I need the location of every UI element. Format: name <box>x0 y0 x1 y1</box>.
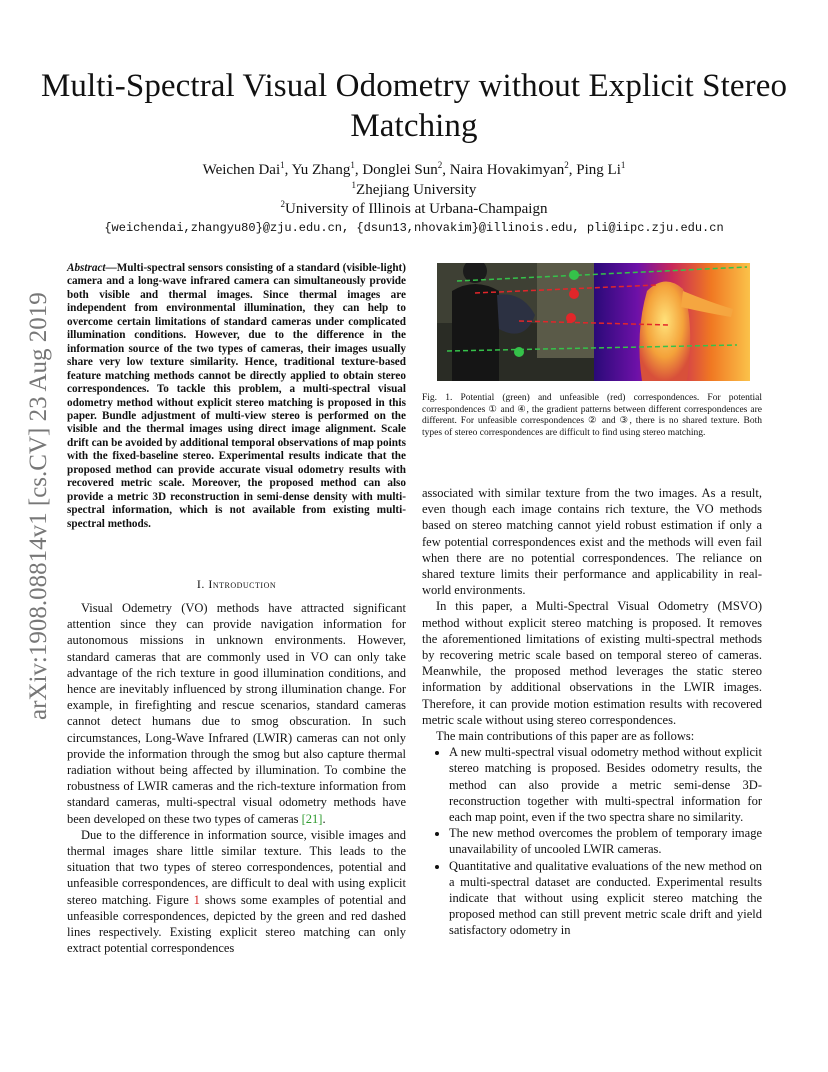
paper-title: Multi-Spectral Visual Odometry without Explicit Stereo Matching <box>40 68 788 144</box>
affiliation-mark: 1 <box>351 180 357 190</box>
person-silhouette <box>452 284 499 381</box>
author-name: Weichen Dai <box>202 162 281 178</box>
abstract-label: Abstract <box>67 262 106 274</box>
list-item: • A new multi-spectral visual odometry method without explicit stereo matching is proposed. Besides odometry results, the method can also provide a metric semi-dense 3D-reconstruction together with multi-spectral information for each map point, even if the two spectra share no similarity. <box>449 744 762 825</box>
paragraph: The main contributions of this paper are as follows: <box>436 729 695 744</box>
paragraph-text: shows some examples of potential and unfeasible correspondences, depicted by the green and red dashed lines respectively. Existing explicit stereo matching can only extract potential correspondences <box>67 892 407 956</box>
author-name: Yu Zhang <box>291 162 351 178</box>
affiliation-1 <box>40 180 788 200</box>
author-affiliation-mark: 2 <box>564 160 569 170</box>
contribution-list <box>422 744 762 938</box>
correspondence-marker-1 <box>569 270 579 280</box>
correspondence-marker-4 <box>514 347 524 357</box>
right-column-text <box>422 485 762 939</box>
author-affiliation-mark: 1 <box>350 160 355 170</box>
author-name: Ping Li <box>576 162 621 178</box>
author-name: Naira Hovakimyan <box>449 162 565 178</box>
abstract-text: —Multi-spectral sensors consisting of a standard (visible-light) camera and a long-wave infrared camera can simultaneously provide both visible and thermal images. Since thermal images are independent from environmental illumination, they can help to overcome certain limitations of standard cameras under complicated illumination conditions. However, due to the difference in the information source of the two types of cameras, their images usually share very low texture similarity. Hence, traditional texture-based feature matching methods cannot be directly applied to obtain stereo correspondences. To tackle this problem, a multi-spectral visual odometry method without explicit stereo matching is proposed in this paper. Bundle adjustment of multi-view stereo is performed on the visible and the thermal images using direct image alignment. Scale drift can be avoided by additional temporal observations of map points with the fixed-baseline stereo. Experimental results indicate that the proposed method can provide accurate visual odometry results with recovered metric scale. Moreover, the proposed method can also provide a metric 3D reconstruction in semi-dense density with multi-spectral information, which is not available from existing multi-spectral methods. <box>67 262 406 530</box>
section-heading: I. Introduction <box>196 577 277 591</box>
author-list: Weichen Dai$^1$, Yu Zhang$^1$, Donglei Sun$^2$, Naira Hovakimyan$^2$, Ping Li$^1$ <box>202 160 626 178</box>
author-affiliation-mark: 1 <box>280 160 285 170</box>
affiliation-mark: 2 <box>280 199 286 209</box>
figure-reference-link[interactable]: 1 <box>193 892 200 907</box>
figure-1-caption: Fig. 1. Potential (green) and unfeasible (red) correspondences. For potential correspondences ① and ④, the gradient patterns between different correspondences are different. For unfeasible correspondences ② and ③, there is no shared texture. Both types of stereo correspondences are difficult to find using stereo matching. <box>422 393 762 438</box>
affiliation-2 <box>40 199 788 219</box>
paragraph <box>67 827 406 957</box>
paragraph: associated with similar texture from the two images. As a result, even though each image contains rich texture, the VO methods based on stereo matching cannot yield robust estimation if only a few potential correspondences exist and the methods will even fail when there are no potential correspondences. The reliance on shared texture limits their performance and applicability in real-world environments. <box>422 486 762 598</box>
citation-link[interactable]: [21] <box>301 811 323 826</box>
paragraph <box>67 600 406 827</box>
affiliation-name: Zhejiang University <box>356 182 477 198</box>
abstract <box>67 262 406 531</box>
list-item: • Quantitative and qualitative evaluations of the new method on a multi-spectral dataset are conducted. Experimental results indicate that without using explicit stereo matching the proposed method can still prevent metric scale drift and yield satisfactory odometry in <box>449 858 762 939</box>
correspondence-marker-2 <box>569 289 579 299</box>
author-name: Donglei Sun <box>362 162 438 178</box>
paragraph: In this paper, a Multi-Spectral Visual Odometry (MSVO) method without explicit stereo matching is proposed. It removes the aforementioned limitations of existing multi-spectral methods by recovering metric scale based on temporal stereo of cameras. Meanwhile, the proposed method leverages the static stereo information by additional observations in the LWIR images. Therefore, it can provide motion estimation results with recovered metric scale without using stereo correspondences. <box>422 599 762 727</box>
paragraph-text: . <box>322 811 326 826</box>
paragraph-text: Visual Odemetry (VO) methods have attracted significant attention since they can provide navigation information for autonomous missions in unknown environments. However, standard cameras that are commonly used in VO can only take advantage of the rich texture in good illumination conditions, and hence are inevitably influenced by strong illumination change. For example, in firefighting and rescue scenarios, standard cameras cannot detect humans due to smog obscuration. In such circumstances, Long-Wave Infrared (LWIR) cameras can not only provide the information through the smog but also capture thermal radiation without being affected by illumination. To combine the robustness of LWIR cameras and the rich-texture information from standard cameras, multi-spectral visual odometry methods have been developed on these two types of cameras <box>67 601 406 826</box>
paragraph-text: Due to the difference in information source, visible images and thermal images share little similar texture. This leads to the situation that two types of stereo correspondences, potential and unfeasible correspondences, are difficult to deal with using explicit stereo matching. Figure <box>67 827 406 907</box>
introduction-text <box>67 600 406 956</box>
list-item: • The new method overcomes the problem of temporary image unavailability of uncooled LWIR cameras. <box>449 825 762 857</box>
author-affiliation-mark: 2 <box>437 160 443 170</box>
affiliation-name: University of Illinois at Urbana-Champaign <box>285 201 548 217</box>
author-emails: {weichendai,zhangyu80}@zju.edu.cn, {dsun13,nhovakim}@illinois.edu, pli@iipc.zju.edu.cn <box>104 221 724 235</box>
author-affiliation-mark: 1 <box>620 160 626 170</box>
figure-1-image <box>437 263 750 381</box>
figure-1-photo <box>437 263 750 381</box>
arxiv-identifier: arXiv:1908.08814v1 [cs.CV] 23 Aug 2019 <box>25 292 52 720</box>
correspondence-marker-3 <box>566 313 576 323</box>
